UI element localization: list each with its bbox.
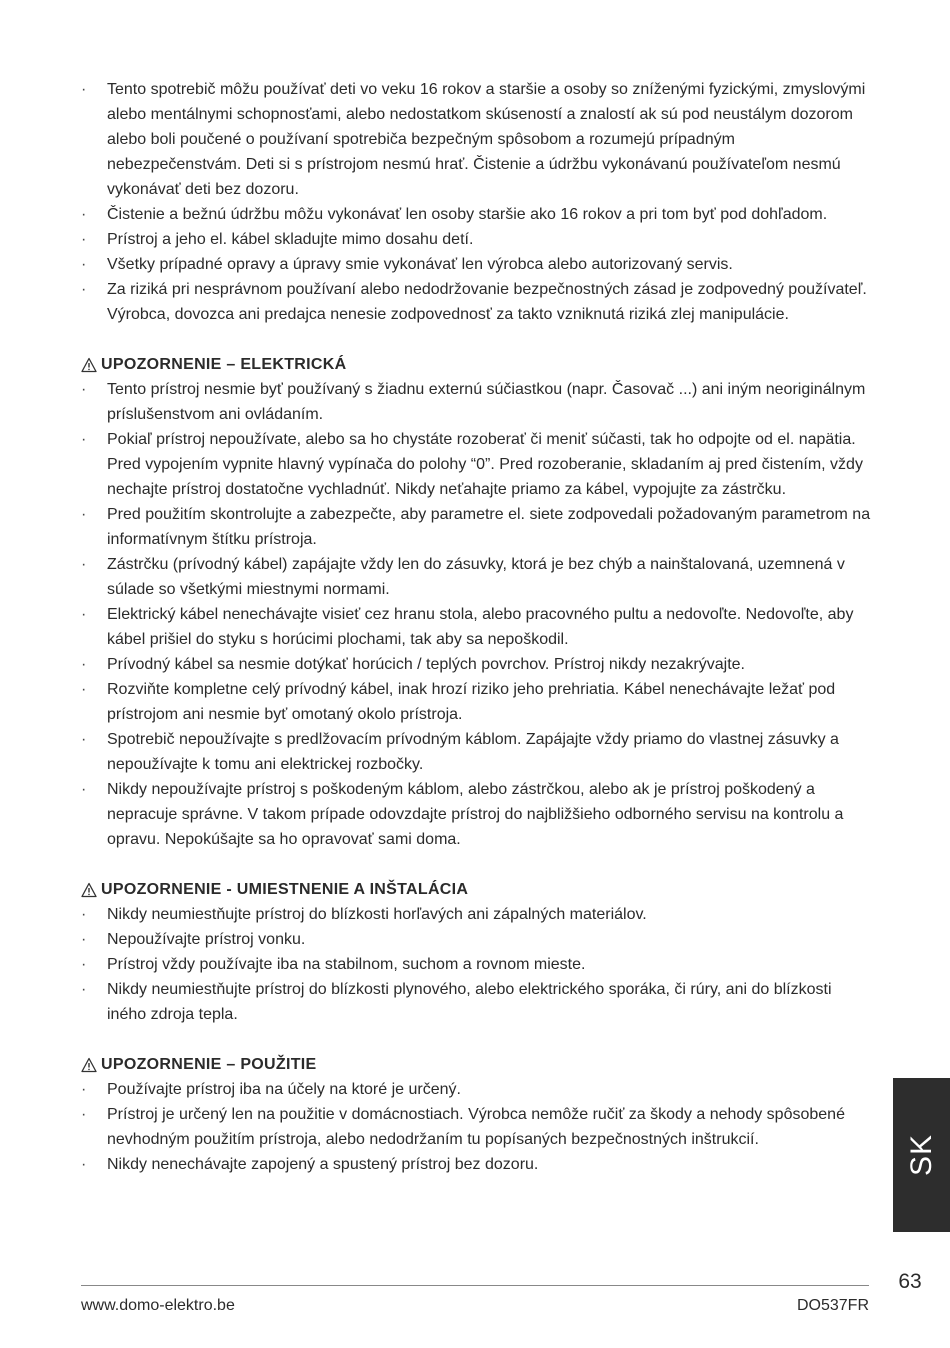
footer-model-number: DO537FR (796, 1297, 869, 1314)
list-item: · Nikdy neumiestňujte prístroj do blízkosti plynového, alebo elektrického sporáka, či rúry, ani do blízkosti iného zdroja tepla. (81, 977, 871, 1027)
list-item: · Nikdy nenechávajte zapojený a spustený prístroj bez dozoru. (81, 1152, 871, 1177)
warning-triangle-icon (81, 357, 97, 373)
footer-divider (81, 1285, 869, 1286)
list-item: · Používajte prístroj iba na účely na ktoré je určený. (81, 1077, 871, 1102)
section-heading (81, 352, 871, 377)
list-item: · Za riziká pri nesprávnom používaní alebo nedodržovanie bezpečnostných zásad je zodpovedný používateľ. Výrobca, dovozca ani predajca nenesie zodpovednosť za takto vzniknutá riziká zlej manipulácie. (81, 277, 871, 327)
section-heading-text: UPOZORNENIE – POUŽITIE (101, 1056, 317, 1073)
list-item: · Všetky prípadné opravy a úpravy smie vykonávať len výrobca alebo autorizovaný servis. (81, 252, 871, 277)
list-item: · Nikdy neumiestňujte prístroj do blízkosti horľavých ani zápalných materiálov. (81, 902, 871, 927)
section-heading-text: UPOZORNENIE – ELEKTRICKÁ (101, 356, 347, 373)
list-item: · Prístroj vždy používajte iba na stabilnom, suchom a rovnom mieste. (81, 952, 871, 977)
section-heading-text: UPOZORNENIE - UMIESTNENIE A INŠTALÁCIA (101, 881, 469, 898)
list-item: · Nepoužívajte prístroj vonku. (81, 927, 871, 952)
section-usage (81, 1052, 871, 1177)
list-item: · Tento prístroj nesmie byť používaný s žiadnu externú súčiastkou (napr. Časovač ...) ani iným neoriginálnym príslušenstvom ani ovládaním. (81, 377, 871, 427)
warning-triangle-icon (81, 1057, 97, 1073)
list-item: · Pred použitím skontrolujte a zabezpečte, aby parametre el. siete zodpovedali požadovaným parametrom na informatívnym štítku prístroja. (81, 502, 871, 552)
page-number: 63 (898, 1270, 922, 1293)
language-tab (893, 1078, 950, 1232)
page-content (81, 77, 871, 1177)
footer-url: www.domo-elektro.be (81, 1297, 235, 1314)
list-item: · Zástrčku (prívodný kábel) zapájajte vždy len do zásuvky, ktorá je bez chýb a nainštalovaná, uzemnená v súlade so všetkými miestnymi normami. (81, 552, 871, 602)
section-heading (81, 1052, 871, 1077)
list-item: · Prívodný kábel sa nesmie dotýkať horúcich / teplých povrchov. Prístroj nikdy nezakrývajte. (81, 652, 871, 677)
section-heading (81, 877, 871, 902)
section-list (81, 1077, 871, 1177)
list-item: · Spotrebič nepoužívajte s predlžovacím prívodným káblom. Zapájajte vždy priamo do vlastnej zásuvky a nepoužívajte k tomu ani elektrickej rozbočky. (81, 727, 871, 777)
intro-list (81, 77, 871, 327)
list-item: · Pokiaľ prístroj nepoužívate, alebo sa ho chystáte rozoberať či meniť súčasti, tak ho odpojte od el. napätia. Pred vypojením vypnite hlavný vypínača do polohy “0”. Pred rozoberanie, skladaním aj pred čistením, vždy nechajte prístroj dostatočne vychladnúť. Nikdy neťahajte priamo za kábel, vypojujte za zástrčku. (81, 427, 871, 502)
list-item: · Tento spotrebič môžu používať deti vo veku 16 rokov a staršie a osoby so zníženými fyzickými, zmyslovými alebo mentálnymi schopnosťami, alebo nedostatkom skúseností a znalostí ak sú pod neustálym dozorom alebo boli poučené o používaní spotrebiča bezpečným spôsobom a rozumejú prípadným nebezpečenstvám. Deti si s prístrojom nesmú hrať. Čistenie a údržbu vykonávanú používateľom nesmú vykonávať deti bez dozoru. (81, 77, 871, 202)
section-placement (81, 877, 871, 1027)
warning-triangle-icon (81, 882, 97, 898)
section-list (81, 902, 871, 1027)
list-item: · Prístroj je určený len na použitie v domácnostiach. Výrobca nemôže ručiť za škody a nehody spôsobené nevhodným použitím prístroja, alebo nedodržaním tu popísaných bezpečnostných inštrukcií. (81, 1102, 871, 1152)
section-electrical (81, 352, 871, 852)
list-item: · Prístroj a jeho el. kábel skladujte mimo dosahu detí. (81, 227, 871, 252)
list-item: · Čistenie a bežnú údržbu môžu vykonávať len osoby staršie ako 16 rokov a pri tom byť pod dohľadom. (81, 202, 871, 227)
section-list (81, 377, 871, 852)
language-tab-label: SK (904, 1133, 938, 1177)
list-item: · Elektrický kábel nenechávajte visieť cez hranu stola, alebo pracovného pultu a nedovoľte. Nedovoľte, aby kábel prišiel do styku s horúcimi plochami, tak aby sa nepoškodil. (81, 602, 871, 652)
list-item: · Rozviňte kompletne celý prívodný kábel, inak hrozí riziko jeho prehriatia. Kábel nenechávajte ležať pod prístrojom ani nesmie byť omotaný okolo prístroja. (81, 677, 871, 727)
list-item: · Nikdy nepoužívajte prístroj s poškodeným káblom, alebo zástrčkou, alebo ak je prístroj poškodený a nepracuje správne. V takom prípade odovzdajte prístroj do najbližšieho odborného servisu na kontrolu a opravu. Nepokúšajte sa ho opravovať sami doma. (81, 777, 871, 852)
